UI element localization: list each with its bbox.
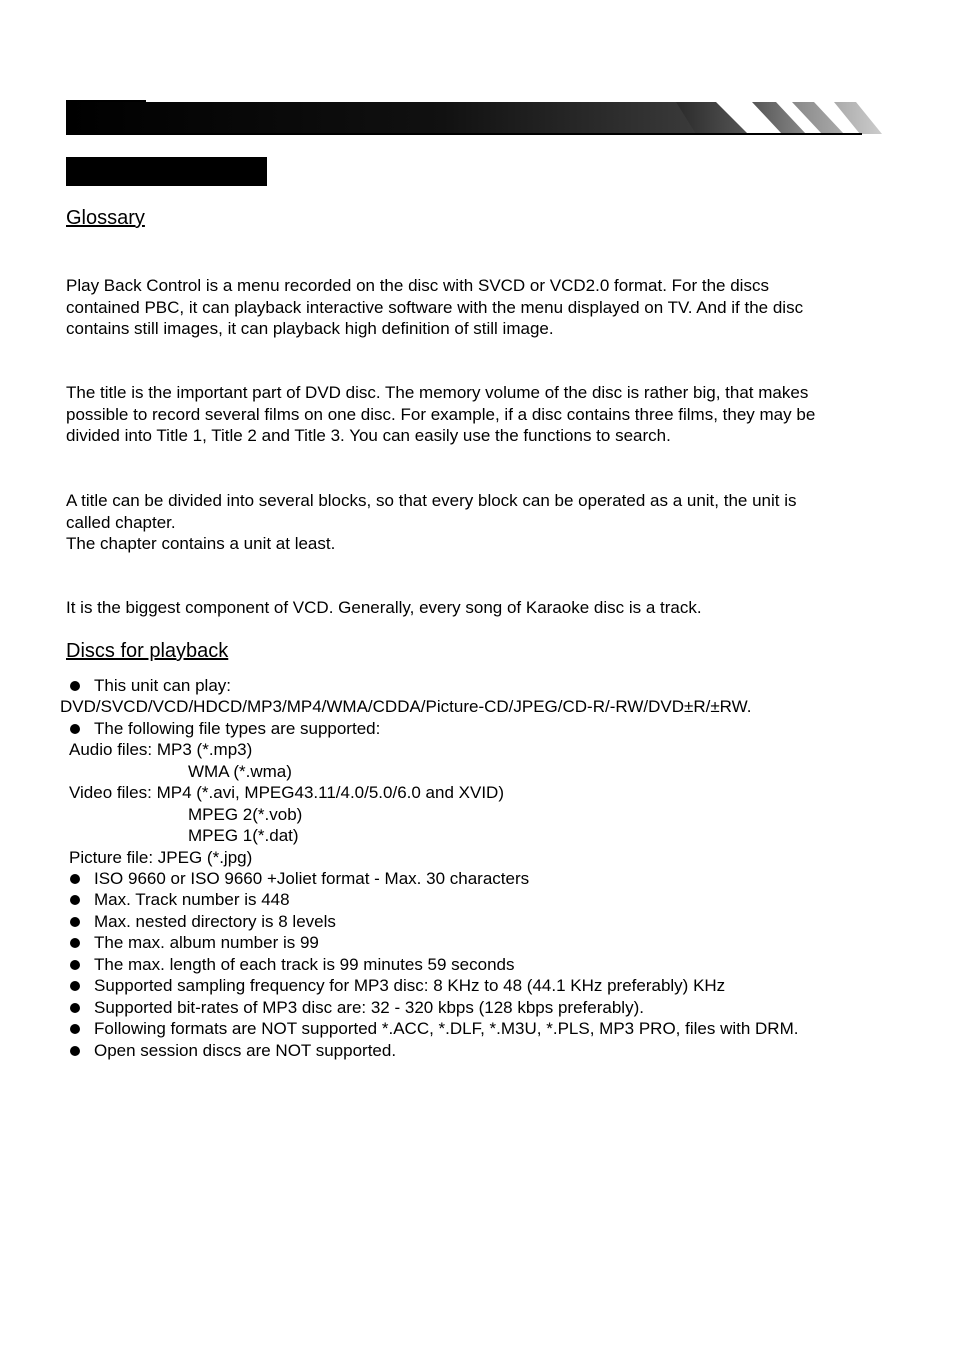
bullet-icon (70, 874, 80, 884)
spec-item: Supported sampling frequency for MP3 disc: 8 KHz to 48 (44.1 KHz preferably) KHz (94, 976, 726, 995)
bullet-icon (70, 681, 80, 691)
spec-item: Supported bit-rates of MP3 disc are: 32 - 320 kbps (128 kbps preferably). (94, 998, 644, 1017)
bullet-icon (70, 917, 80, 927)
bullet-icon (70, 981, 80, 991)
spec-item: The max. album number is 99 (94, 933, 319, 952)
bullet-icon (70, 1024, 80, 1034)
section-tab (66, 157, 267, 186)
spec-item: Open session discs are NOT supported. (94, 1041, 397, 1060)
spec-item: Max. nested directory is 8 levels (94, 912, 336, 931)
can-play-formats: DVD/SVCD/VCD/HDCD/MP3/MP4/WMA/CDDA/Picture-CD/JPEG/CD-R/-RW/DVD±R/±RW. (60, 697, 752, 716)
glossary-heading: Glossary (66, 207, 145, 229)
header-bar (66, 102, 696, 134)
discs-heading: Discs for playback (66, 640, 229, 662)
video-files-line: Video files: MP4 (*.avi, MPEG43.11/4.0/5.0/6.0 and XVID) (69, 783, 504, 802)
spec-item: The max. length of each track is 99 minutes 59 seconds (94, 955, 515, 974)
glossary-pbc-text: Play Back Control is a menu recorded on the disc with SVCD or VCD2.0 format. For the discs contained PBC, it can playback interactive software with the menu displayed on TV. And if the disc contains still images, it can playback high definition of still image. (66, 276, 804, 338)
bullet-icon (70, 724, 80, 734)
bullet-icon (70, 938, 80, 948)
bullet-icon (70, 1046, 80, 1056)
glossary-track-text: It is the biggest component of VCD. Generally, every song of Karaoke disc is a track. (66, 598, 702, 617)
audio-wma-line: WMA (*.wma) (188, 762, 292, 781)
glossary-title-text: The title is the important part of DVD disc. The memory volume of the disc is rather big, that makes possible to record several films on one disc. For example, if a disc contains three films, they may be divided into Title 1, Title 2 and Title 3. You can easily use the functions to search. (66, 383, 816, 445)
bullet-icon (70, 895, 80, 905)
glossary-chapter-text: A title can be divided into several blocks, so that every block can be operated as a unit, the unit is called chapter. The chapter contains a unit at least. (66, 491, 797, 553)
spec-item: ISO 9660 or ISO 9660 +Joliet format - Max. 30 characters (94, 869, 530, 888)
bullet-icon (70, 1003, 80, 1013)
audio-files-line: Audio files: MP3 (*.mp3) (69, 740, 253, 759)
file-types-label: The following file types are supported: (94, 719, 381, 738)
spec-item: Max. Track number is 448 (94, 890, 290, 909)
spec-item: Following formats are NOT supported *.ACC, *.DLF, *.M3U, *.PLS, MP3 PRO, files with DRM. (94, 1019, 799, 1038)
video-mpeg1-line: MPEG 1(*.dat) (188, 826, 299, 845)
picture-file-line: Picture file: JPEG (*.jpg) (69, 848, 253, 867)
header-rule (66, 133, 862, 135)
video-mpeg2-line: MPEG 2(*.vob) (188, 805, 303, 824)
can-play-label: This unit can play: (94, 676, 232, 695)
header-stripes (676, 102, 886, 134)
bullet-icon (70, 960, 80, 970)
